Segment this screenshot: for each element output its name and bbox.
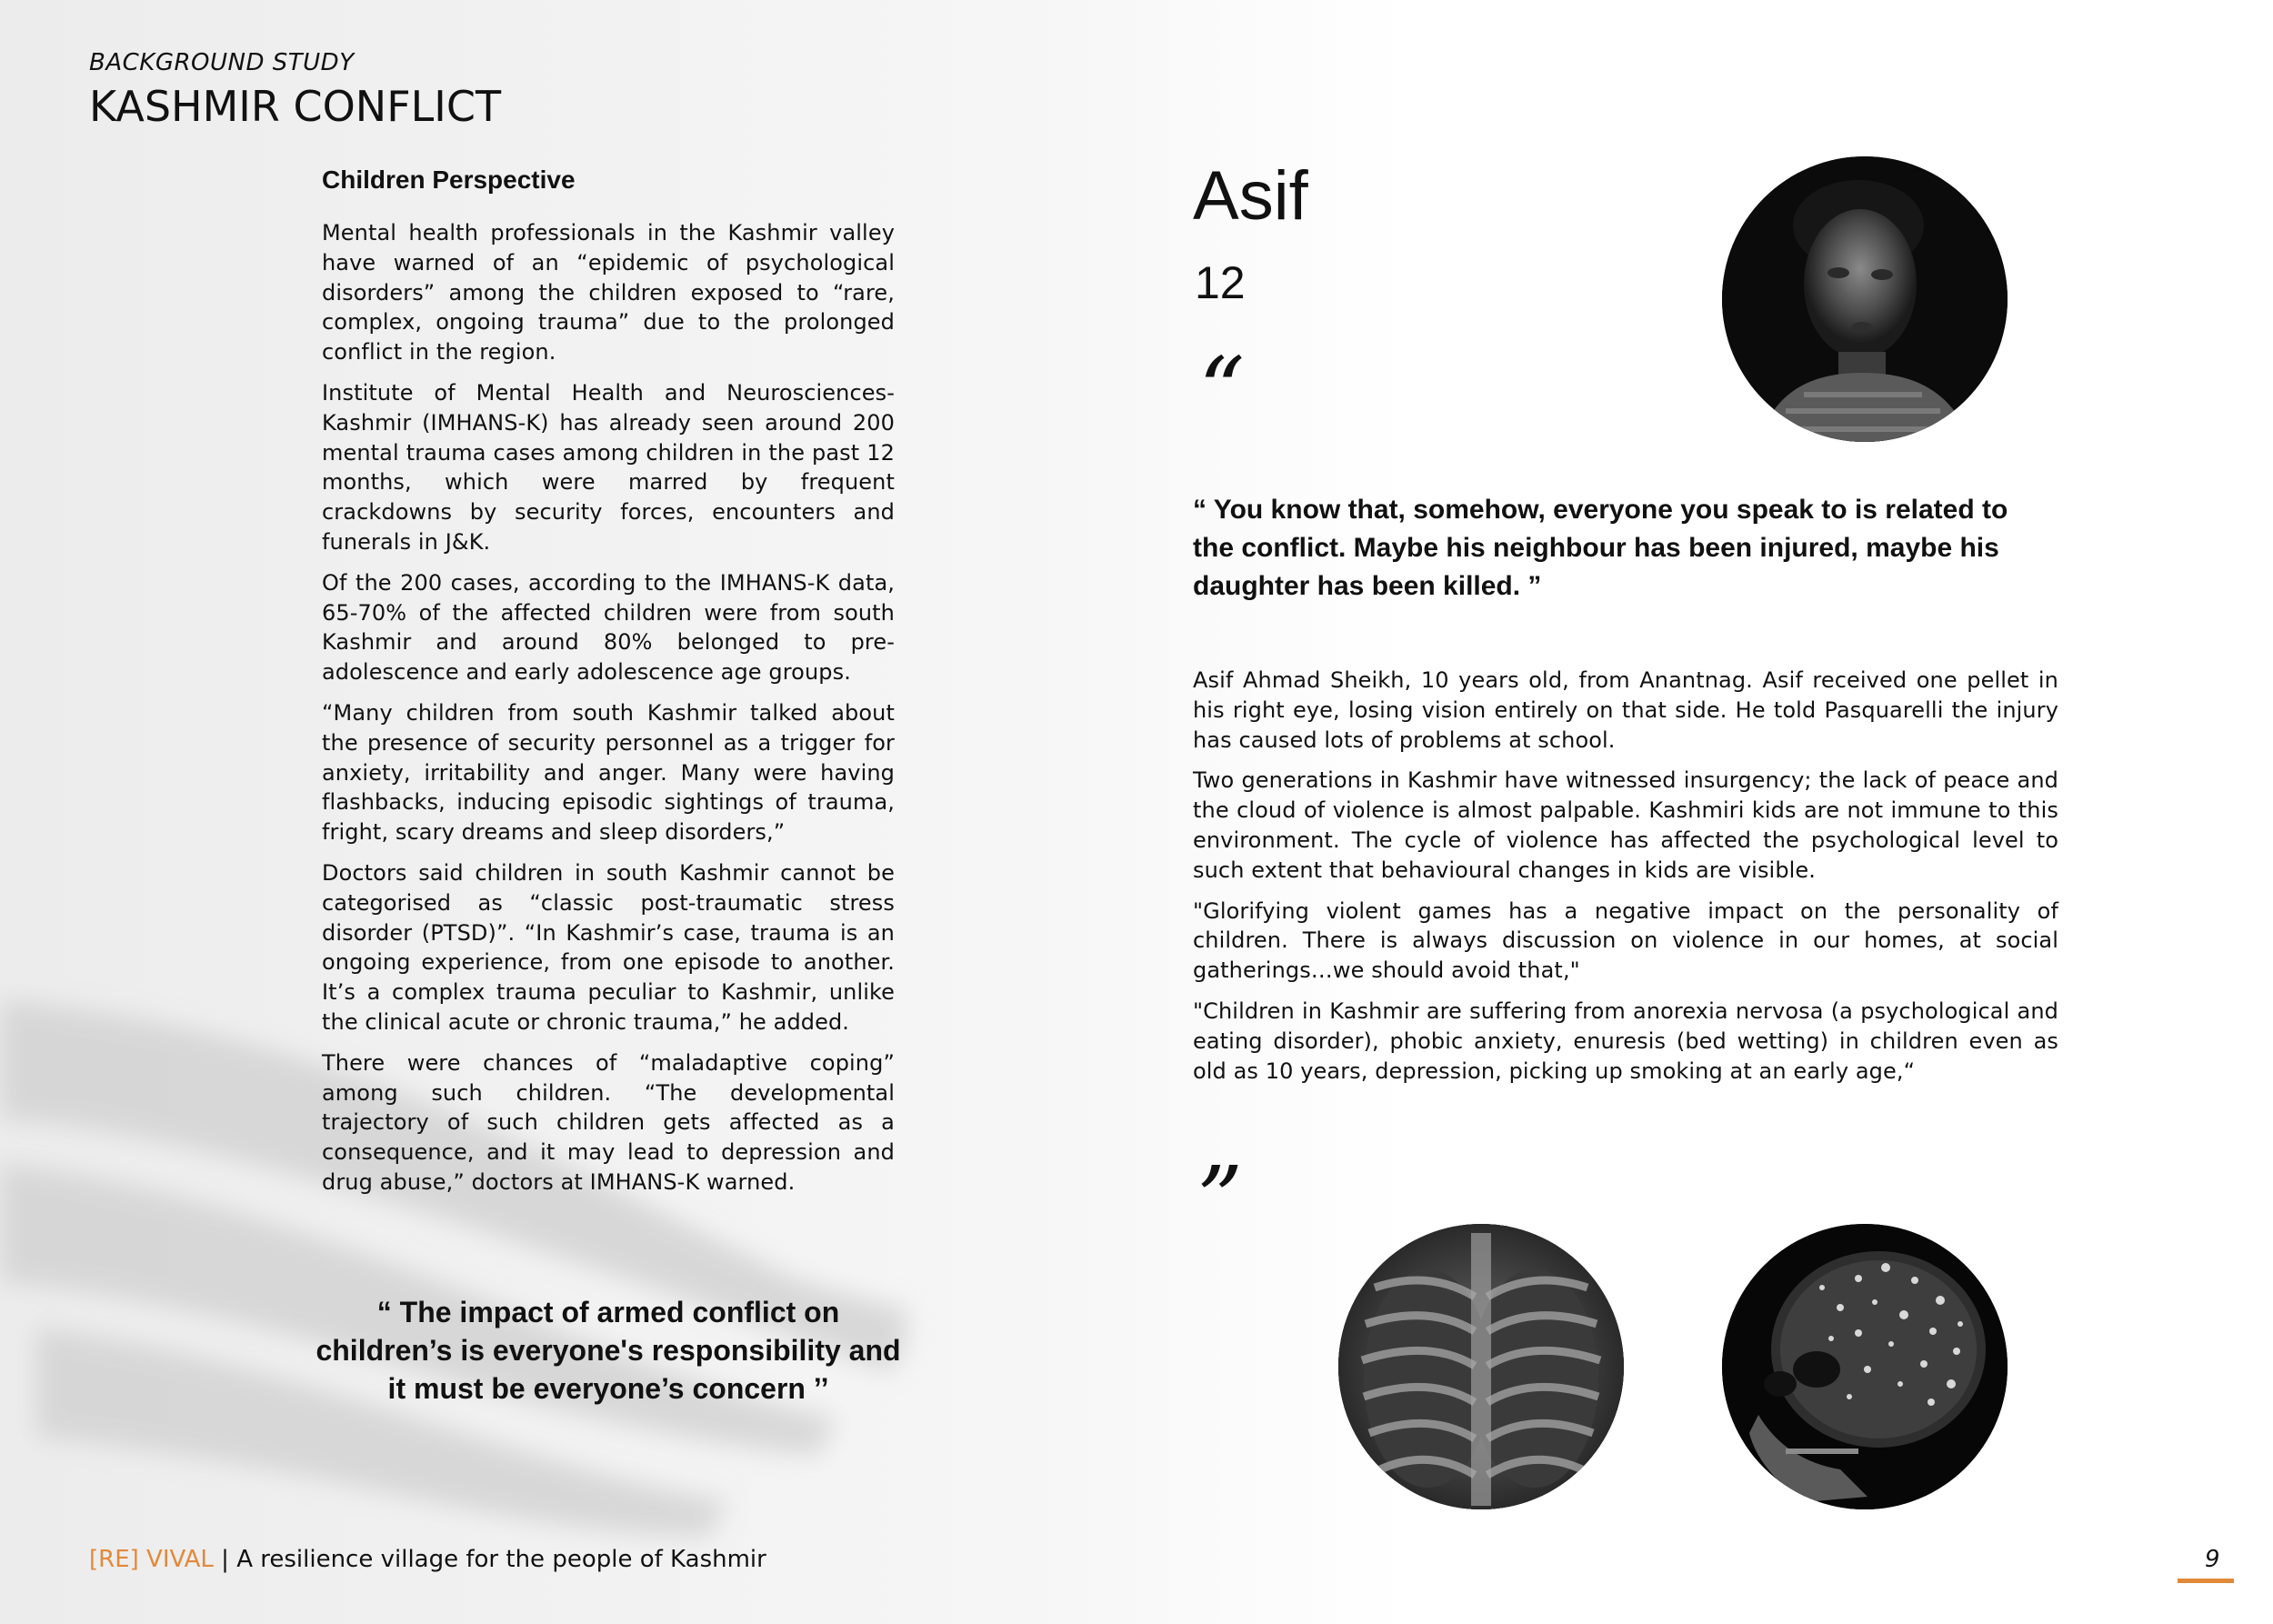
footer-brand: [RE] VIVAL — [89, 1546, 214, 1573]
footer-tagline: A resilience village for the people of Kashmir — [236, 1546, 766, 1573]
section-heading: Children Perspective — [322, 165, 576, 194]
paragraph: Doctors said children in south Kashmir cannot be categorised as “classic post-traumatic stress disorder (PTSD)”. “In Kashmir’s case, trauma is an ongoing experience, from one episode to another. It’s a complex trauma peculiar to Kashmir, unlike the clinical acute or chronic trauma,” he added. — [322, 859, 895, 1035]
paragraph: "Glorifying violent games has a negative impact on the personality of children. There is always discussion on violence in our homes, at social gatherings…we should avoid that," — [1193, 897, 2058, 984]
paragraph: Of the 200 cases, according to the IMHANS-K data, 65-70% of the affected children were from south Kashmir and around 80% belonged to pre-adolescence and early adolescence age groups. — [322, 569, 895, 686]
section-kicker: BACKGROUND STUDY — [89, 49, 355, 76]
subject-age: 12 — [1195, 257, 1246, 308]
close-quote-mark: ” — [1197, 1147, 1244, 1253]
paragraph: There were chances of “maladaptive coping” among such children. “The developmental trajectory of such children gets affected as a consequence, and it may lead to depression and drug abuse,” doctors at IMHANS-K warned. — [322, 1049, 895, 1195]
paragraph: “Many children from south Kashmir talked about the presence of security personnel as a trigger for anxiety, irritability and anger. Many were having flashbacks, inducing episodic sightings of trauma, fright, scary dreams and sleep disorders,” — [322, 699, 895, 846]
portrait-photo — [1722, 156, 2008, 442]
page-number-underline — [2178, 1579, 2234, 1583]
subject-name: Asif — [1193, 157, 1308, 235]
paragraph: "Children in Kashmir are suffering from anorexia nervosa (a psychological and eating disorder), phobic anxiety, enuresis (bed wetting) in children even as old as 10 years, depression, picking up smoking at an early age,“ — [1193, 997, 2058, 1084]
right-column — [1193, 666, 2058, 1097]
paragraph: Mental health professionals in the Kashmir valley have warned of an “epidemic of psychological disorders” among the children exposed to “rare, complex, ongoing trauma” due to the prolonged conflict in the region. — [322, 220, 895, 366]
page-title: KASHMIR CONFLICT — [89, 82, 502, 131]
right-pull-quote: “ You know that, somehow, everyone you speak to is related to the conflict. Maybe his neighbour has been injured, maybe his daughter has been killed. ” — [1193, 495, 2008, 601]
paragraph: Institute of Mental Health and Neurosciences-Kashmir (IMHANS-K) has already seen around 200 mental trauma cases among children in the past 12 months, which were marred by frequent crackdowns by security forces, encounters and funerals in J&K. — [322, 379, 895, 555]
footer — [89, 1546, 766, 1573]
left-column — [322, 165, 895, 1208]
chest-xray-image — [1338, 1224, 1624, 1509]
skull-xray-image — [1722, 1224, 2008, 1509]
left-pull-quote: “ The impact of armed conflict on children’s is everyone's responsibility and it must be everyone’s concern ’’ — [315, 1296, 901, 1405]
paragraph: Asif Ahmad Sheikh, 10 years old, from Anantnag. Asif received one pellet in his right eye, losing vision entirely on that side. He told Pasquarelli the injury has caused lots of problems at school. — [1193, 667, 2058, 753]
paragraph: Two generations in Kashmir have witnessed insurgency; the lack of peace and the cloud of violence is almost palpable. Kashmiri kids are not immune to this environment. The cycle of violence has affected the psychological level to such extent that behavioural changes in kids are visible. — [1193, 767, 2058, 883]
open-quote-mark: “ — [1198, 337, 1246, 444]
page-number: 9 — [2205, 1546, 2220, 1573]
footer-separator: | — [221, 1546, 229, 1573]
